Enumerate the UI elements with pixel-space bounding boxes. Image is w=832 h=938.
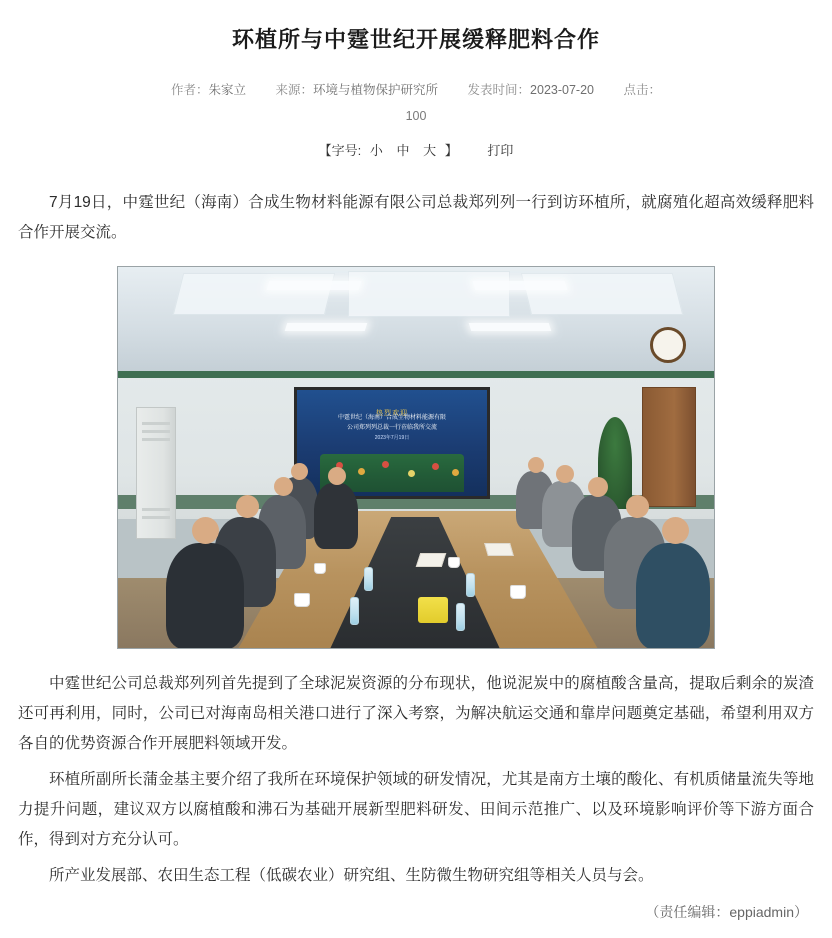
ceiling-light xyxy=(473,281,568,290)
fontsize-large-button[interactable]: 大 xyxy=(423,143,437,158)
ceiling-light xyxy=(469,323,552,331)
water-bottle xyxy=(456,603,465,631)
ceiling-panel xyxy=(173,273,335,315)
screen-line-2: 公司郑列列总裁一行莅临我所交流 xyxy=(346,425,437,431)
yellow-bag xyxy=(418,597,448,623)
water-bottle xyxy=(364,567,373,591)
ceiling-panel xyxy=(348,271,510,317)
attendee-head xyxy=(328,467,346,485)
tea-cup xyxy=(510,585,526,599)
meeting-photo xyxy=(117,266,715,649)
fontsize-label: 【字号: xyxy=(318,143,362,158)
ac-vent xyxy=(142,508,170,511)
ac-vent xyxy=(142,438,170,441)
paragraph-4: 所产业发展部、农田生态工程（低碳农业）研究组、生防微生物研究组等相关人员与会。 xyxy=(49,867,654,884)
attendee xyxy=(636,543,710,649)
meta-author xyxy=(171,78,246,102)
attendee-head xyxy=(192,517,219,544)
meta-publish-label: 发表时间： xyxy=(467,83,531,97)
ac-vent xyxy=(142,422,170,425)
print-button[interactable]: 打印 xyxy=(487,143,514,158)
article-body xyxy=(18,188,814,891)
page-title: 环植所与中霆世纪开展缓释肥料合作 xyxy=(231,27,600,52)
attendee-head xyxy=(662,517,689,544)
fontsize-toolbar xyxy=(18,140,814,162)
ceiling-panel xyxy=(521,273,683,315)
paragraph-2: 中霆世纪公司总裁郑列列首先提到了全球泥炭资源的分布现状，他说泥炭中的腐植酸含量高，提取后剩余的炭渣还可再利用，同时，公司已对海南岛相关港口进行了深入考察，为解决航运交通和靠岸问题奠定基础，希望利用双方各自的优势资源合作开展肥料领域开发。 xyxy=(18,675,814,752)
air-conditioner xyxy=(136,407,176,539)
screen-line-3: 2023年7月19日 xyxy=(374,435,410,441)
meta-hits-value: 100 xyxy=(405,109,427,123)
ceiling-light xyxy=(267,281,362,290)
article-page xyxy=(0,24,832,938)
ceiling-light xyxy=(285,323,368,331)
flower-dot xyxy=(358,468,365,475)
document-paper xyxy=(484,543,514,556)
ac-vent xyxy=(142,430,170,433)
meta-source-value: 环境与植物保护研究所 xyxy=(313,83,439,97)
tea-cup xyxy=(448,557,460,568)
article-meta xyxy=(18,78,814,102)
flower-dot xyxy=(452,469,459,476)
room-door xyxy=(642,387,696,507)
screen-line-1: 中霆世纪（海南）合成生物材料能源有限 xyxy=(337,415,446,421)
responsible-editor: （责任编辑：eppiadmin） xyxy=(645,904,808,920)
attendee-head xyxy=(236,495,259,518)
meta-publish-time xyxy=(468,78,594,102)
article-figure xyxy=(18,266,814,649)
wall-clock-icon xyxy=(650,327,686,363)
flower-dot xyxy=(382,461,389,468)
meta-hits xyxy=(623,78,661,102)
fontsize-close-bracket: 】 xyxy=(444,143,458,158)
tea-cup xyxy=(294,593,310,607)
attendee-head xyxy=(588,477,608,497)
screen-welcome-text: 热烈欢迎 xyxy=(376,410,408,417)
meta-publish-value: 2023-07-20 xyxy=(530,83,594,97)
meta-hits-label: 点击： xyxy=(623,83,661,97)
tea-cup xyxy=(314,563,326,574)
paragraph-3: 环植所副所长蒲金基主要介绍了我所在环境保护领域的研发情况，尤其是南方土壤的酸化、有机质储量流失等地力提升问题，建议双方以腐植酸和沸石为基础开展新型肥料研发、田间示范推广、以及环境影响评价等下游方面合作，得到对方充分认可。 xyxy=(18,771,814,848)
flower-dot xyxy=(432,463,439,470)
fontsize-medium-button[interactable]: 中 xyxy=(396,143,410,158)
document-paper xyxy=(416,553,447,567)
paragraph-1: 7月19日，中霆世纪（海南）合成生物材料能源有限公司总裁郑列列一行到访环植所，就腐殖化超高效缓释肥料合作开展交流。 xyxy=(18,194,814,241)
water-bottle xyxy=(350,597,359,625)
attendee-head xyxy=(291,463,308,480)
meta-source-label: 来源： xyxy=(275,83,314,97)
meta-source xyxy=(276,78,439,102)
attendee-head xyxy=(274,477,293,496)
attendee-head xyxy=(626,495,649,518)
attendee xyxy=(166,543,244,649)
fontsize-small-button[interactable]: 小 xyxy=(369,143,383,158)
water-bottle xyxy=(466,573,475,597)
presentation-screen xyxy=(294,387,490,499)
meta-author-label: 作者： xyxy=(171,83,209,97)
flower-dot xyxy=(408,470,415,477)
wall-trim xyxy=(118,371,714,378)
meta-author-value: 朱家立 xyxy=(208,83,247,97)
attendee-head xyxy=(528,457,544,473)
screen-surface xyxy=(297,390,487,496)
attendee-head xyxy=(556,465,574,483)
attendee xyxy=(314,483,358,549)
ac-vent xyxy=(142,516,170,519)
